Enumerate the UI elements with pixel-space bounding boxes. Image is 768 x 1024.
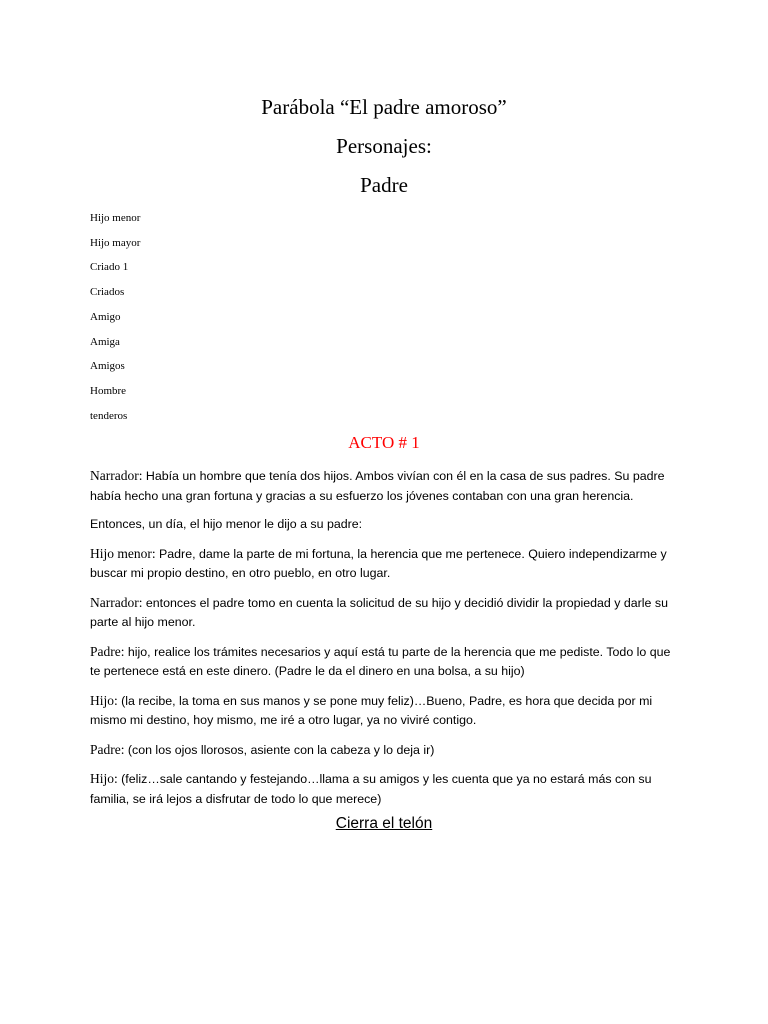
character-item: Amigos bbox=[90, 360, 125, 373]
speaker-colon: : bbox=[114, 692, 122, 708]
dialogue-paragraph bbox=[90, 691, 680, 731]
speaker-name: Narrador bbox=[90, 594, 139, 610]
script-body bbox=[90, 466, 680, 818]
dialogue-text: Padre, dame la parte de mi fortuna, la herencia que me pertenece. Quiero independizarme y buscar mi propio destino, en otro pueblo, en otro lugar. bbox=[90, 546, 667, 580]
dialogue-text: hijo, realice los trámites necesarios y aquí está tu parte de la herencia que me pediste. Todo lo que te pertenece está en este dinero. (Padre le da el dinero en una bolsa, a su hijo) bbox=[90, 644, 671, 678]
speaker-name: Hijo menor bbox=[90, 545, 152, 561]
character-padre: Padre bbox=[360, 173, 408, 197]
character-item: Amigo bbox=[90, 310, 121, 323]
speaker-colon: : bbox=[120, 643, 128, 659]
dialogue-text: (con los ojos llorosos, asiente con la cabeza y lo deja ir) bbox=[127, 742, 435, 757]
speaker-name: Hijo bbox=[90, 692, 115, 708]
dialogue-paragraph bbox=[90, 544, 680, 584]
narration-paragraph bbox=[90, 515, 680, 535]
character-list bbox=[90, 206, 140, 428]
dialogue-text: entonces el padre tomo en cuenta la solicitud de su hijo y decidió dividir la propiedad y darle su parte al hijo menor. bbox=[90, 595, 668, 629]
character-item: tenderos bbox=[90, 409, 128, 422]
dialogue-paragraph bbox=[90, 642, 680, 682]
characters-heading: Personajes: bbox=[336, 134, 432, 158]
closing-line: Cierra el telón bbox=[335, 815, 433, 832]
character-item: Amiga bbox=[90, 335, 120, 348]
speaker-name: Padre bbox=[90, 643, 121, 659]
document-title: Parábola “El padre amoroso” bbox=[261, 95, 507, 119]
speaker-colon: : bbox=[138, 594, 146, 610]
speaker-colon: : bbox=[114, 771, 122, 786]
dialogue-paragraph bbox=[90, 593, 680, 633]
dialogue-paragraph bbox=[90, 769, 680, 809]
speaker-colon: : bbox=[151, 545, 160, 561]
character-item: Hombre bbox=[90, 384, 127, 397]
speaker-name: Padre bbox=[90, 741, 121, 757]
character-item: Criados bbox=[90, 286, 125, 299]
speaker-colon: : bbox=[120, 741, 128, 757]
character-item: Criado 1 bbox=[90, 261, 129, 274]
character-item: Hijo mayor bbox=[90, 236, 141, 249]
character-item: Hijo menor bbox=[90, 212, 141, 224]
dialogue-paragraph bbox=[90, 740, 680, 761]
dialogue-text: (feliz…sale cantando y festejando…llama a su amigos y les cuenta que ya no estará más con su familia, se irá lejos a disfrutar de todo lo que merece) bbox=[90, 772, 652, 806]
dialogue-text: (la recibe, la toma en sus manos y se pone muy feliz)…Bueno, Padre, es hora que decida por mi mismo mi destino, hoy mismo, me iré a otro lugar, ya no viviré contigo. bbox=[90, 693, 653, 727]
act-heading: ACTO # 1 bbox=[348, 433, 420, 452]
dialogue-paragraph bbox=[90, 466, 680, 506]
dialogue-text: Entonces, un día, el hijo menor le dijo a su padre: bbox=[90, 517, 363, 531]
dialogue-text: Había un hombre que tenía dos hijos. Ambos vivían con él en la casa de sus padres. Su padre había hecho una gran fortuna y gracias a su esfuerzo los jóvenes contaban con una gran herencia. bbox=[90, 469, 665, 503]
speaker-name: Hijo bbox=[90, 771, 115, 786]
speaker-colon: : bbox=[138, 468, 146, 483]
speaker-name: Narrador bbox=[90, 468, 139, 483]
